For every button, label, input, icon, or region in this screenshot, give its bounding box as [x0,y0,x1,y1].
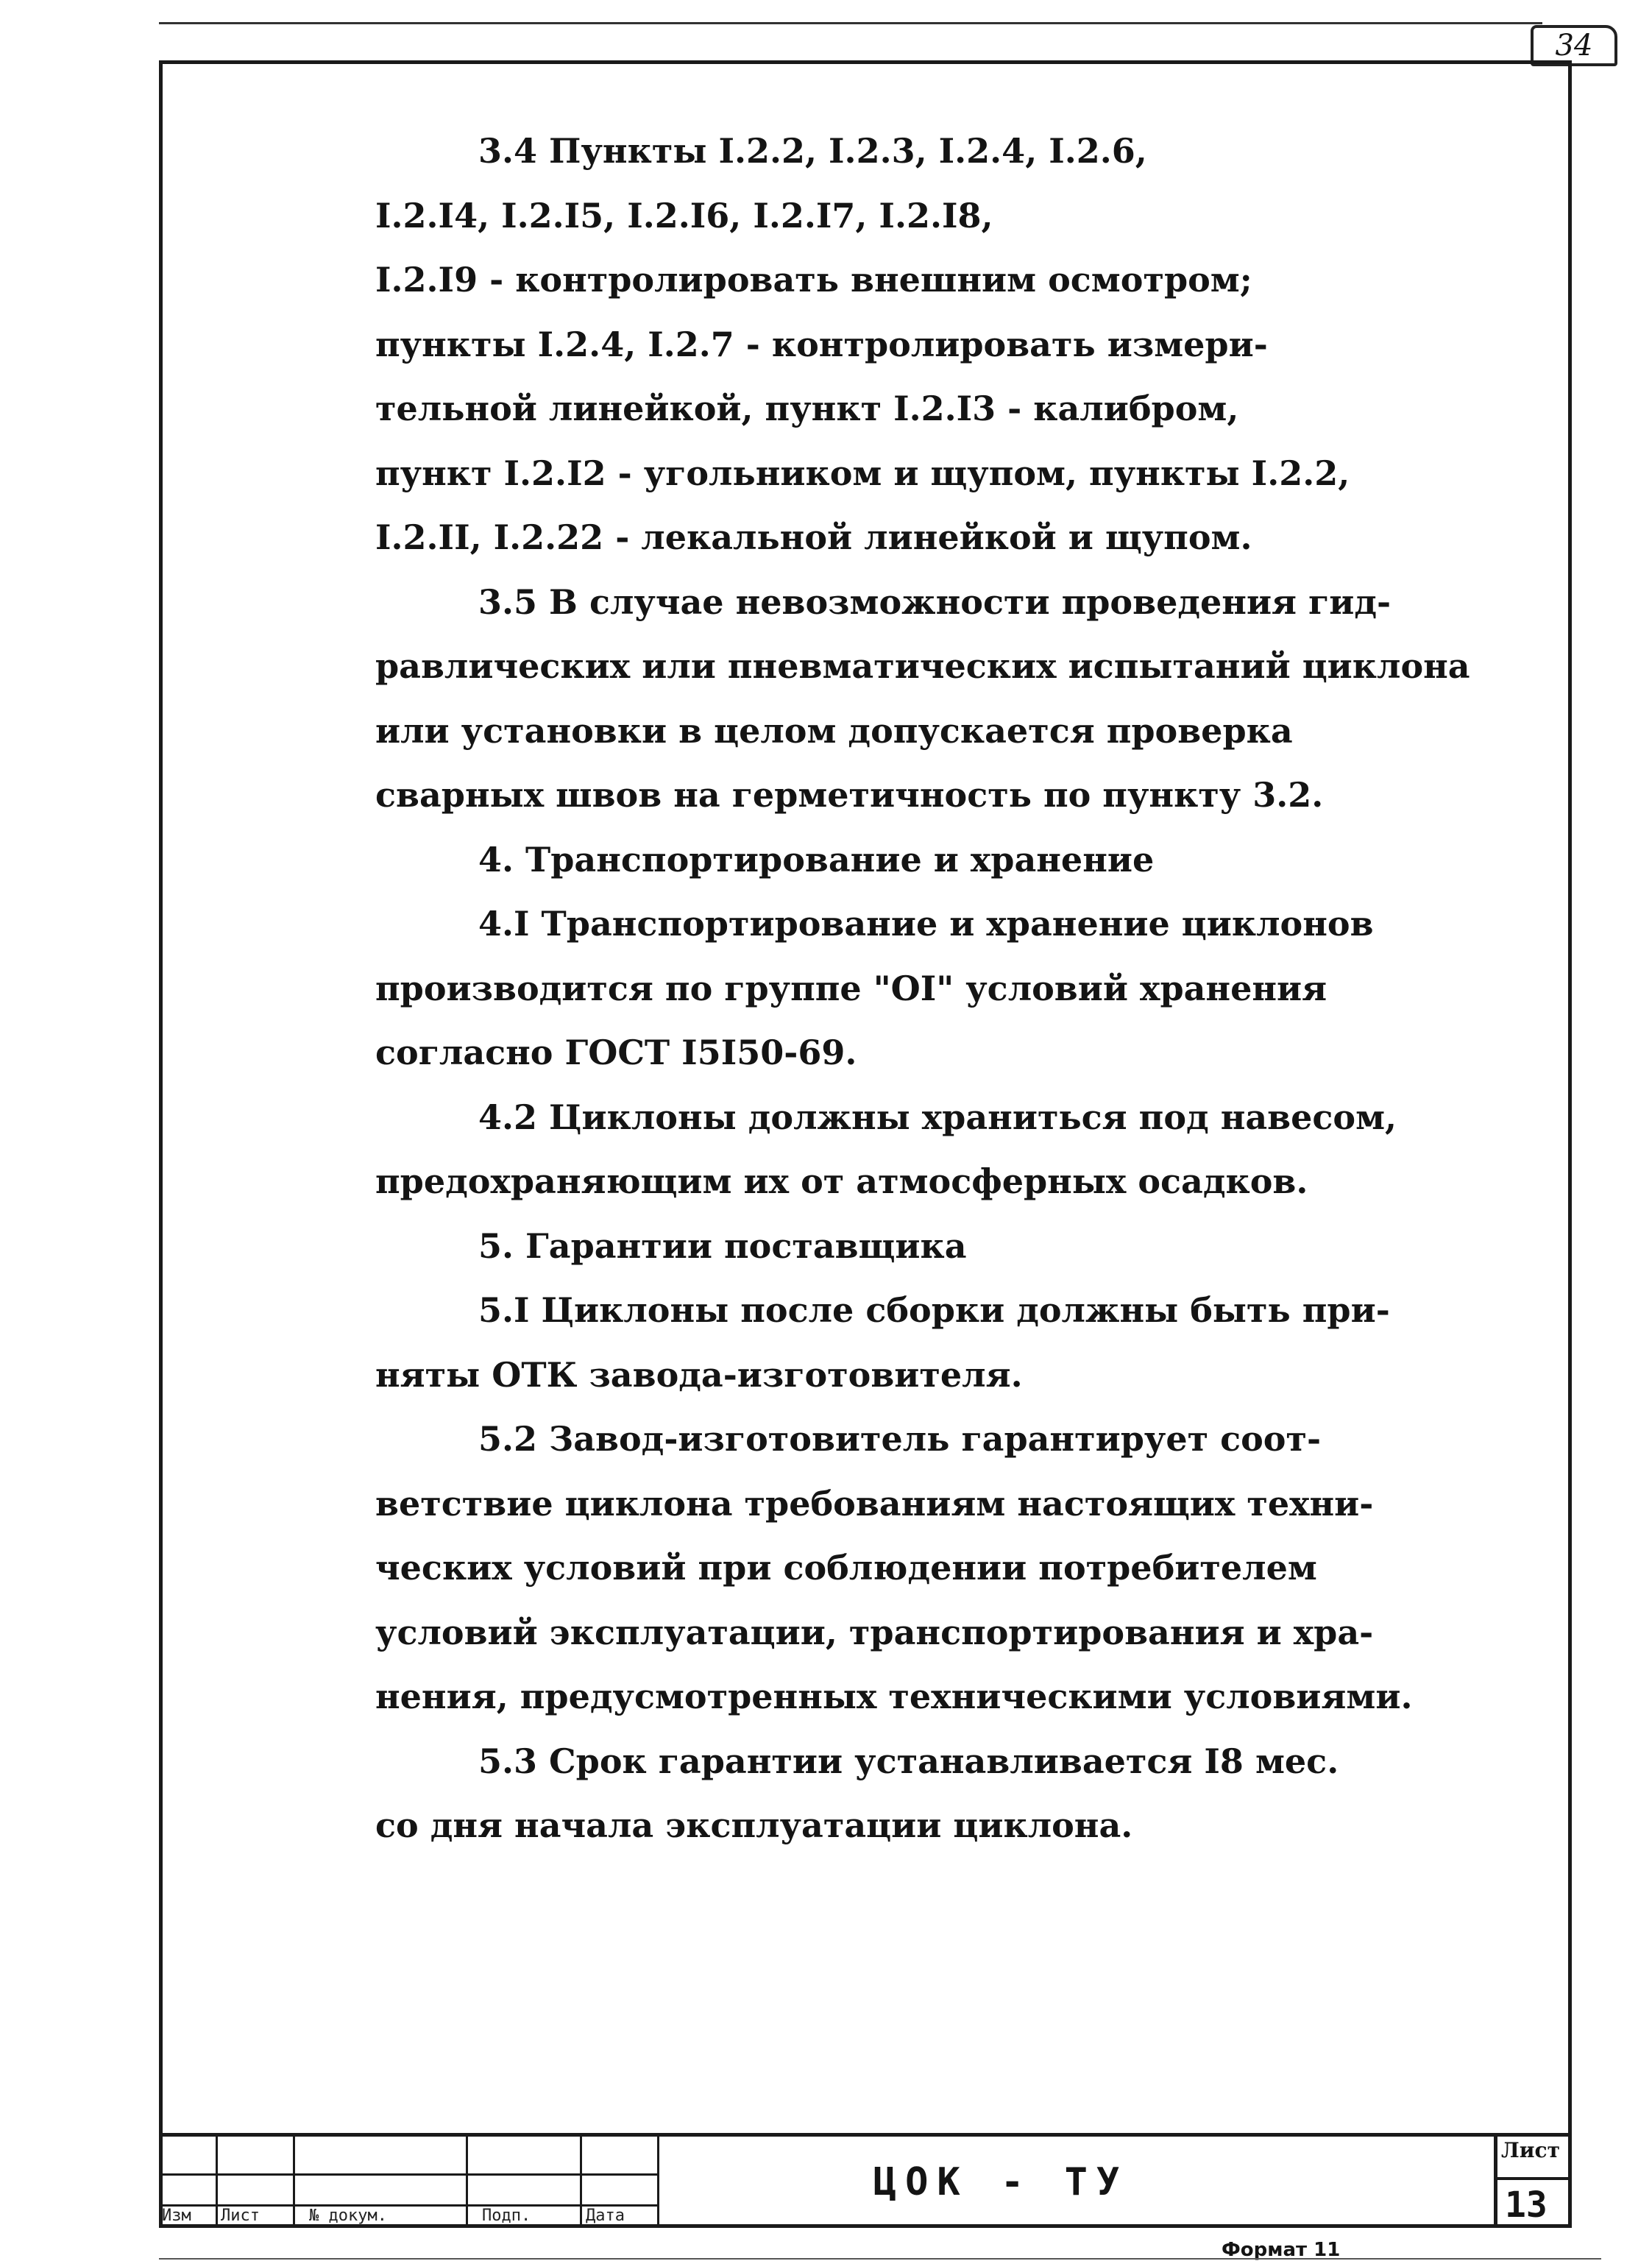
label-list: Лист [221,2207,260,2225]
text-line: I.2.I4, I.2.I5, I.2.I6, I.2.I7, I.2.I8, [375,195,993,236]
text-line: 3.4 Пункты I.2.2, I.2.3, I.2.4, I.2.6, [478,131,1147,171]
text-line: ветствие циклона требованиям настоящих техни- [375,1483,1374,1524]
sheet-label: Лист [1501,2138,1560,2162]
label-date: Дата [586,2207,625,2225]
text-line: 4.I Транспортирование и хранение циклонов [478,904,1374,944]
text-line: 5.2 Завод-изготовитель гарантирует соот- [478,1419,1322,1459]
paragraph-4-1 [375,892,1374,1086]
label-signature: Подп. [482,2207,531,2225]
text-line: производится по группе "OI" условий хранения [375,968,1327,1008]
section-heading: 4. Транспортирование и хранение [478,839,1155,880]
text-line: сварных швов на герметичность по пункту 3.2. [375,775,1324,815]
document-designation: ЦОК - ТУ [873,2160,1129,2204]
paragraph-5-3 [375,1730,1347,1858]
label-doc-number: № докум. [309,2207,387,2225]
text-line: 5.3 Срок гарантии устанавливается I8 мес. [478,1741,1339,1781]
text-line: предохраняющим их от атмосферных осадков. [375,1161,1308,1201]
paragraph-5-1 [375,1278,1390,1407]
format-label: Формат 11 [1222,2239,1341,2261]
document-body [375,119,1470,1858]
text-line: согласно ГОСТ I5I50-69. [375,1033,857,1072]
text-line: няты ОТК завода-изготовителя. [375,1354,1023,1395]
text-line: I.2.I9 - контролировать внешним осмотром; [375,260,1252,300]
text-line: условий эксплуатации, транспортирования и хра- [375,1612,1374,1652]
text-line: 4.2 Циклоны должны храниться под навесом, [478,1097,1397,1137]
text-line: пункты I.2.4, I.2.7 - контролировать измери- [375,324,1268,364]
label-izm: Изм [162,2207,191,2225]
sheet-number: 13 [1505,2184,1548,2226]
text-line: пункт I.2.I2 - угольником и щупом, пункты I.2.2, [375,453,1350,493]
text-line: 3.5 В случае невозможности проведения гид- [478,581,1392,622]
text-line: тельной линейкой, пункт I.2.I3 - калибром, [375,389,1239,428]
text-line: ческих условий при соблюдении потребителем [375,1548,1317,1588]
top-rule [159,22,1542,24]
section-heading-4 [375,828,1347,893]
text-line: 5.I Циклоны после сборки должны быть при- [478,1290,1390,1330]
text-line: равлических или пневматических испытаний циклона [375,646,1470,686]
page-number: 34 [1531,25,1617,66]
text-line: или установки в целом допускается проверка [375,710,1293,751]
paragraph-3-4 [375,119,1350,570]
section-heading-5 [375,1214,1347,1279]
text-line: нения, предусмотренных техническими условиями. [375,1677,1413,1716]
paragraph-5-2 [375,1407,1413,1730]
text-line: I.2.II, I.2.22 - лекальной линейкой и щупом. [375,517,1252,557]
section-heading: 5. Гарантии поставщика [478,1225,967,1266]
bottom-rule [159,2258,1601,2260]
paragraph-3-5 [375,570,1470,828]
text-line: со дня начала эксплуатации циклона. [375,1805,1133,1845]
sheet-separator [1494,2177,1572,2180]
paragraph-4-2 [375,1086,1397,1214]
